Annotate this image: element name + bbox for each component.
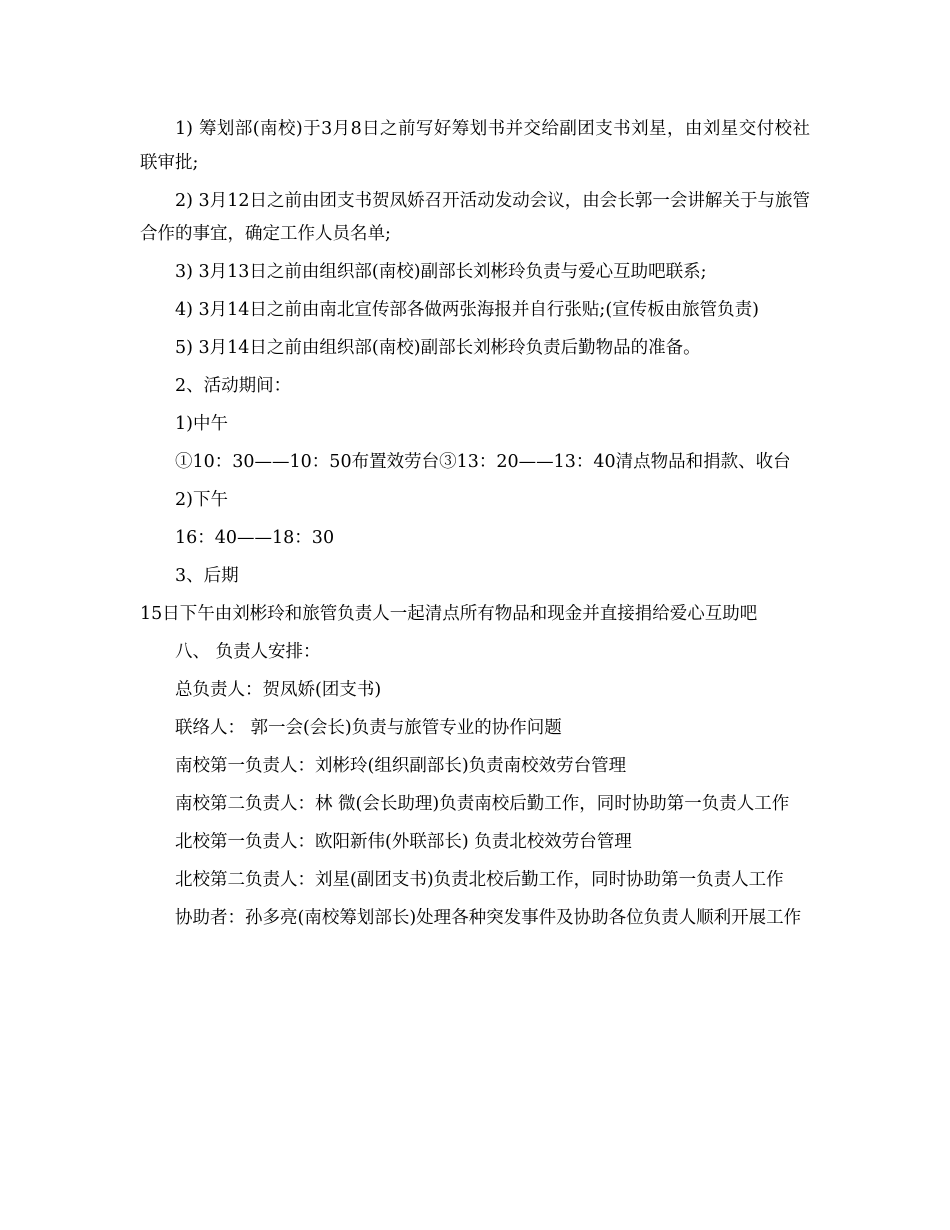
schedule-line: 16：40——18：30 (175, 528, 335, 548)
paragraph: 15日下午由刘彬玲和旅管负责人一起清点所有物品和现金并直接捐给爱心互助吧 (140, 604, 758, 624)
paragraph: 2) 3月12日之前由团支书贺凤娇召开活动发动会议，由会长郭一会讲解关于与旅管合作的事宜，确定工作人员名单; (140, 190, 810, 244)
paragraph: 协助者：孙多亮(南校筹划部长)处理各种突发事件及协助各位负责人顺利开展工作 (175, 908, 802, 928)
paragraph: 3) 3月13日之前由组织部(南校)副部长刘彬玲负责与爱心互助吧联系; (175, 262, 707, 282)
paragraph: 南校第一负责人：刘彬玲(组织副部长)负责南校效劳台管理 (175, 756, 627, 776)
section-heading: 3、后期 (175, 566, 239, 586)
paragraph: 北校第二负责人：刘星(副团支书)负责北校后勤工作，同时协助第一负责人工作 (175, 870, 784, 890)
paragraph: 南校第二负责人：林 微(会长助理)负责南校后勤工作，同时协助第一负责人工作 (175, 794, 790, 814)
paragraph: 联络人： 郭一会(会长)负责与旅管专业的协作问题 (175, 718, 562, 738)
paragraph: 北校第一负责人：欧阳新伟(外联部长) 负责北校效劳台管理 (175, 832, 632, 852)
paragraph: 1)中午 (175, 414, 228, 434)
section-heading: 2、活动期间： (175, 376, 292, 396)
schedule-line: ①10：30——10：50布置效劳台③13：20——13：40清点物品和捐款、收台 (175, 452, 791, 472)
paragraph: 1) 筹划部(南校)于3月8日之前写好筹划书并交给副团支书刘星，由刘星交付校社联审批; (140, 119, 810, 173)
paragraph: 4) 3月14日之前由南北宣传部各做两张海报并自行张贴;(宣传板由旅管负责) (175, 300, 759, 320)
section-heading: 八、 负责人安排： (175, 642, 321, 662)
paragraph: 5) 3月14日之前由组织部(南校)副部长刘彬玲负责后勤物品的准备。 (175, 338, 701, 358)
document-body (140, 113, 810, 940)
paragraph: 总负责人：贺凤娇(团支书) (175, 680, 382, 700)
paragraph: 2)下午 (175, 490, 228, 510)
